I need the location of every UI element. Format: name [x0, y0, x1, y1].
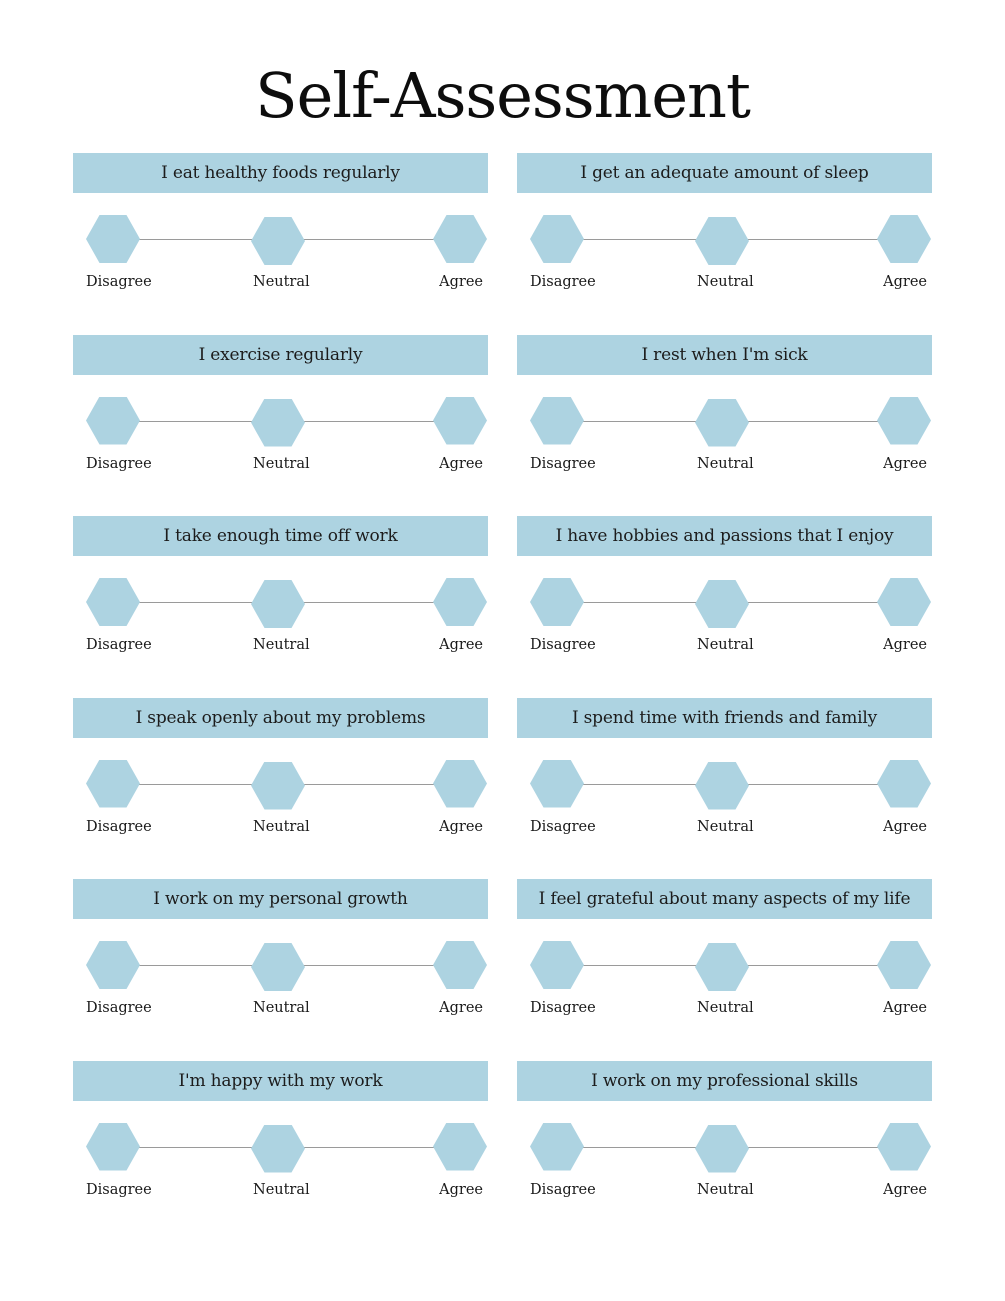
statement-bar: I work on my personal growth [73, 879, 488, 919]
agree-label: Agree [439, 455, 483, 472]
neutral-option[interactable] [695, 762, 749, 810]
statement-bar: I get an adequate amount of sleep [517, 153, 932, 193]
agree-option[interactable] [877, 760, 931, 808]
disagree-label: Disagree [86, 637, 152, 653]
neutral-label: Neutral [697, 1181, 754, 1198]
disagree-option[interactable] [530, 941, 584, 989]
agree-option[interactable] [877, 1123, 931, 1171]
neutral-option[interactable] [251, 943, 305, 991]
assessment-item [73, 516, 488, 698]
statement-bar: I work on my professional skills [517, 1061, 932, 1101]
disagree-option[interactable] [86, 215, 140, 263]
rating-scale [517, 578, 932, 628]
agree-label: Agree [439, 274, 483, 290]
assessment-item [517, 516, 932, 698]
statement-bar: I'm happy with my work [73, 1061, 488, 1101]
agree-label: Agree [883, 455, 927, 472]
agree-label: Agree [883, 818, 927, 835]
assessment-item [73, 1061, 488, 1243]
neutral-label: Neutral [253, 1181, 310, 1198]
agree-option[interactable] [877, 215, 931, 263]
disagree-label: Disagree [86, 455, 152, 472]
neutral-option[interactable] [251, 580, 305, 628]
assessment-item [517, 335, 932, 517]
agree-label: Agree [883, 637, 927, 653]
agree-option[interactable] [433, 215, 487, 263]
statement-bar: I eat healthy foods regularly [73, 153, 488, 193]
agree-option[interactable] [877, 941, 931, 989]
rating-scale [517, 941, 932, 991]
neutral-label: Neutral [697, 455, 754, 472]
disagree-label: Disagree [530, 1000, 596, 1016]
disagree-label: Disagree [86, 1181, 152, 1198]
agree-label: Agree [439, 1000, 483, 1016]
neutral-label: Neutral [697, 274, 754, 290]
neutral-label: Neutral [253, 1000, 310, 1016]
statement-bar: I exercise regularly [73, 335, 488, 375]
disagree-option[interactable] [86, 760, 140, 808]
disagree-label: Disagree [530, 818, 596, 835]
neutral-option[interactable] [251, 217, 305, 265]
page-title: Self-Assessment [255, 59, 750, 132]
assessment-item [73, 698, 488, 880]
assessment-item [517, 153, 932, 335]
statement-bar: I rest when I'm sick [517, 335, 932, 375]
assessment-grid [73, 153, 932, 1242]
disagree-label: Disagree [86, 1000, 152, 1016]
rating-scale [517, 397, 932, 447]
neutral-label: Neutral [253, 637, 310, 653]
neutral-option[interactable] [695, 217, 749, 265]
statement-bar: I take enough time off work [73, 516, 488, 556]
agree-option[interactable] [433, 1123, 487, 1171]
neutral-option[interactable] [695, 399, 749, 447]
assessment-item [517, 698, 932, 880]
agree-label: Agree [439, 1181, 483, 1198]
neutral-label: Neutral [697, 818, 754, 835]
disagree-label: Disagree [530, 637, 596, 653]
assessment-item [517, 879, 932, 1061]
assessment-item [73, 879, 488, 1061]
agree-label: Agree [439, 637, 483, 653]
disagree-label: Disagree [530, 1181, 596, 1198]
disagree-label: Disagree [530, 455, 596, 472]
rating-scale [517, 760, 932, 810]
disagree-option[interactable] [530, 215, 584, 263]
neutral-option[interactable] [251, 1125, 305, 1173]
assessment-item [517, 1061, 932, 1243]
disagree-option[interactable] [86, 578, 140, 626]
agree-option[interactable] [433, 578, 487, 626]
disagree-label: Disagree [86, 818, 152, 835]
rating-scale [73, 941, 488, 991]
rating-scale [73, 578, 488, 628]
agree-option[interactable] [433, 397, 487, 445]
neutral-option[interactable] [695, 1125, 749, 1173]
agree-option[interactable] [877, 397, 931, 445]
disagree-label: Disagree [530, 274, 596, 290]
disagree-option[interactable] [86, 397, 140, 445]
rating-scale [517, 215, 932, 265]
disagree-option[interactable] [530, 1123, 584, 1171]
agree-option[interactable] [433, 941, 487, 989]
agree-label: Agree [439, 818, 483, 835]
agree-option[interactable] [433, 760, 487, 808]
rating-scale [73, 760, 488, 810]
agree-label: Agree [883, 1181, 927, 1198]
assessment-item [73, 153, 488, 335]
neutral-label: Neutral [253, 455, 310, 472]
statement-bar: I speak openly about my problems [73, 698, 488, 738]
agree-option[interactable] [877, 578, 931, 626]
rating-scale [73, 397, 488, 447]
neutral-option[interactable] [251, 399, 305, 447]
statement-bar: I feel grateful about many aspects of my life [517, 879, 932, 919]
disagree-option[interactable] [530, 397, 584, 445]
statement-bar: I have hobbies and passions that I enjoy [517, 516, 932, 556]
disagree-option[interactable] [530, 578, 584, 626]
rating-scale [517, 1123, 932, 1173]
rating-scale [73, 215, 488, 265]
neutral-label: Neutral [697, 637, 754, 653]
agree-label: Agree [883, 1000, 927, 1016]
neutral-option[interactable] [695, 943, 749, 991]
neutral-label: Neutral [253, 818, 310, 835]
assessment-item [73, 335, 488, 517]
neutral-option[interactable] [251, 762, 305, 810]
disagree-option[interactable] [86, 941, 140, 989]
disagree-label: Disagree [86, 274, 152, 290]
statement-bar: I spend time with friends and family [517, 698, 932, 738]
neutral-option[interactable] [695, 580, 749, 628]
agree-label: Agree [883, 274, 927, 290]
disagree-option[interactable] [530, 760, 584, 808]
rating-scale [73, 1123, 488, 1173]
disagree-option[interactable] [86, 1123, 140, 1171]
neutral-label: Neutral [697, 1000, 754, 1016]
neutral-label: Neutral [253, 274, 310, 290]
